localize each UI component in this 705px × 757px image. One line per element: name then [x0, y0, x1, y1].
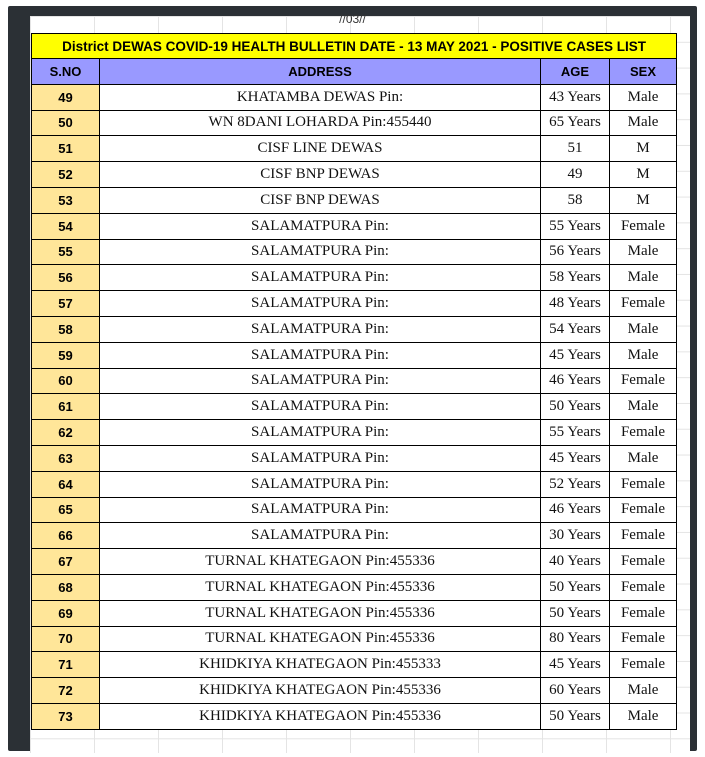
table-row: [32, 678, 677, 704]
row-sex: M: [610, 187, 677, 213]
row-sex: Male: [610, 84, 677, 110]
row-sno: 52: [32, 162, 100, 188]
row-age: 46 Years: [541, 497, 610, 523]
row-sex: Female: [610, 523, 677, 549]
row-sex: Female: [610, 497, 677, 523]
row-sex: Female: [610, 549, 677, 575]
table-row: [32, 626, 677, 652]
row-sex: Male: [610, 316, 677, 342]
row-address: SALAMATPURA Pin:: [100, 497, 541, 523]
row-sno: 50: [32, 110, 100, 136]
row-sno: 64: [32, 471, 100, 497]
header-row: [32, 59, 677, 85]
row-address: KHIDKIYA KHATEGAON Pin:455336: [100, 703, 541, 729]
row-age: 56 Years: [541, 239, 610, 265]
row-age: 60 Years: [541, 678, 610, 704]
row-address: TURNAL KHATEGAON Pin:455336: [100, 549, 541, 575]
row-sno: 62: [32, 420, 100, 446]
table-row: [32, 394, 677, 420]
table-row: [32, 497, 677, 523]
row-address: CISF BNP DEWAS: [100, 162, 541, 188]
row-address: SALAMATPURA Pin:: [100, 265, 541, 291]
table-row: [32, 368, 677, 394]
row-age: 50 Years: [541, 574, 610, 600]
row-sno: 56: [32, 265, 100, 291]
row-age: 45 Years: [541, 445, 610, 471]
row-age: 50 Years: [541, 394, 610, 420]
row-sno: 72: [32, 678, 100, 704]
table-row: [32, 600, 677, 626]
row-address: SALAMATPURA Pin:: [100, 291, 541, 317]
table-row: [32, 136, 677, 162]
row-address: SALAMATPURA Pin:: [100, 239, 541, 265]
row-age: 58 Years: [541, 265, 610, 291]
row-sex: Male: [610, 265, 677, 291]
row-address: KHIDKIYA KHATEGAON Pin:455333: [100, 652, 541, 678]
row-sno: 71: [32, 652, 100, 678]
row-age: 43 Years: [541, 84, 610, 110]
table-row: [32, 316, 677, 342]
row-address: SALAMATPURA Pin:: [100, 420, 541, 446]
row-sex: Male: [610, 110, 677, 136]
row-address: SALAMATPURA Pin:: [100, 394, 541, 420]
row-age: 55 Years: [541, 420, 610, 446]
row-age: 30 Years: [541, 523, 610, 549]
column-header-address: ADDRESS: [100, 59, 541, 85]
column-header-age: AGE: [541, 59, 610, 85]
row-sno: 65: [32, 497, 100, 523]
row-sno: 69: [32, 600, 100, 626]
row-address: TURNAL KHATEGAON Pin:455336: [100, 600, 541, 626]
row-age: 49: [541, 162, 610, 188]
row-address: CISF BNP DEWAS: [100, 187, 541, 213]
positive-cases-table: [31, 33, 677, 730]
table-row: [32, 110, 677, 136]
row-sno: 57: [32, 291, 100, 317]
table-row: [32, 523, 677, 549]
row-sex: Female: [610, 368, 677, 394]
row-age: 65 Years: [541, 110, 610, 136]
row-sex: Male: [610, 678, 677, 704]
table-row: [32, 342, 677, 368]
row-address: KHATAMBA DEWAS Pin:: [100, 84, 541, 110]
row-address: KHIDKIYA KHATEGAON Pin:455336: [100, 678, 541, 704]
row-sex: Female: [610, 652, 677, 678]
table-row: [32, 187, 677, 213]
row-sex: Female: [610, 291, 677, 317]
row-sno: 51: [32, 136, 100, 162]
row-address: SALAMATPURA Pin:: [100, 342, 541, 368]
row-age: 45 Years: [541, 652, 610, 678]
row-address: SALAMATPURA Pin:: [100, 368, 541, 394]
row-age: 55 Years: [541, 213, 610, 239]
row-address: SALAMATPURA Pin:: [100, 523, 541, 549]
row-age: 48 Years: [541, 291, 610, 317]
row-address: SALAMATPURA Pin:: [100, 471, 541, 497]
table-row: [32, 162, 677, 188]
row-sex: Male: [610, 342, 677, 368]
row-sex: Female: [610, 600, 677, 626]
row-sex: M: [610, 162, 677, 188]
row-age: 51: [541, 136, 610, 162]
row-age: 50 Years: [541, 703, 610, 729]
table-row: [32, 265, 677, 291]
row-age: 50 Years: [541, 600, 610, 626]
row-address: TURNAL KHATEGAON Pin:455336: [100, 626, 541, 652]
row-sno: 63: [32, 445, 100, 471]
row-sex: Female: [610, 420, 677, 446]
column-header-sex: SEX: [610, 59, 677, 85]
row-address: TURNAL KHATEGAON Pin:455336: [100, 574, 541, 600]
table-row: [32, 420, 677, 446]
row-age: 52 Years: [541, 471, 610, 497]
table-row: [32, 445, 677, 471]
row-sno: 60: [32, 368, 100, 394]
column-header-sno: S.NO: [32, 59, 100, 85]
row-age: 54 Years: [541, 316, 610, 342]
row-sno: 49: [32, 84, 100, 110]
row-sex: Female: [610, 574, 677, 600]
row-sex: Male: [610, 239, 677, 265]
row-sno: 73: [32, 703, 100, 729]
row-sno: 55: [32, 239, 100, 265]
row-age: 40 Years: [541, 549, 610, 575]
row-sno: 68: [32, 574, 100, 600]
table-row: [32, 291, 677, 317]
table-row: [32, 574, 677, 600]
row-age: 45 Years: [541, 342, 610, 368]
row-sno: 66: [32, 523, 100, 549]
row-age: 58: [541, 187, 610, 213]
row-sex: Female: [610, 626, 677, 652]
table-row: [32, 703, 677, 729]
table-row: [32, 471, 677, 497]
row-sex: Male: [610, 703, 677, 729]
row-sno: 67: [32, 549, 100, 575]
row-sno: 70: [32, 626, 100, 652]
row-sex: Male: [610, 394, 677, 420]
row-sex: Male: [610, 445, 677, 471]
table-row: [32, 84, 677, 110]
table-row: [32, 549, 677, 575]
row-sex: Female: [610, 471, 677, 497]
bulletin-title: District DEWAS COVID-19 HEALTH BULLETIN DATE - 13 MAY 2021 - POSITIVE CASES LIST: [32, 34, 677, 59]
table-row: [32, 239, 677, 265]
row-sno: 58: [32, 316, 100, 342]
row-address: WN 8DANI LOHARDA Pin:455440: [100, 110, 541, 136]
page-number: //03//: [339, 12, 366, 26]
row-sno: 54: [32, 213, 100, 239]
row-sno: 59: [32, 342, 100, 368]
row-address: SALAMATPURA Pin:: [100, 316, 541, 342]
table-row: [32, 213, 677, 239]
row-age: 80 Years: [541, 626, 610, 652]
row-sno: 61: [32, 394, 100, 420]
row-address: SALAMATPURA Pin:: [100, 213, 541, 239]
row-sex: M: [610, 136, 677, 162]
row-sex: Female: [610, 213, 677, 239]
row-address: CISF LINE DEWAS: [100, 136, 541, 162]
row-sno: 53: [32, 187, 100, 213]
row-age: 46 Years: [541, 368, 610, 394]
row-address: SALAMATPURA Pin:: [100, 445, 541, 471]
title-row: [32, 34, 677, 59]
table-row: [32, 652, 677, 678]
